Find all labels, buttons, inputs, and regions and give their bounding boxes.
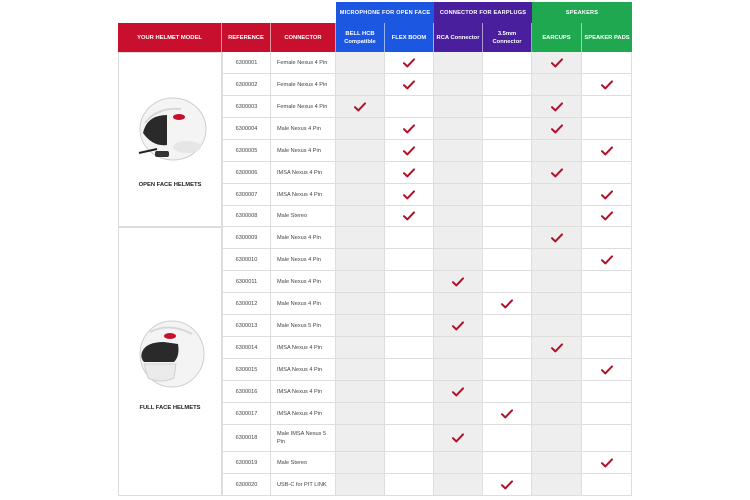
compat-cell-mm35 — [483, 271, 532, 293]
checkmark-icon — [551, 343, 563, 353]
reference-cell: 6300020 — [222, 474, 271, 496]
compat-cell-mm35 — [483, 96, 532, 118]
header-bell-hcb: BELL HCB Compatible — [336, 23, 385, 52]
connector-cell: Male Nexus 5 Pin — [271, 315, 336, 337]
compat-cell-speaker-pads — [582, 118, 632, 140]
checkmark-icon — [501, 409, 513, 419]
header-35mm: 3.5mm Connector — [483, 23, 532, 52]
checkmark-icon — [403, 80, 415, 90]
compat-cell-earcups — [532, 74, 582, 96]
compat-cell-bell-hcb — [336, 140, 385, 162]
checkmark-icon — [354, 102, 366, 112]
compat-cell-bell-hcb — [336, 249, 385, 271]
compat-cell-flex-boom — [385, 118, 434, 140]
compat-cell-mm35 — [483, 162, 532, 184]
compat-cell-rca — [434, 425, 483, 452]
compat-cell-flex-boom — [385, 227, 434, 249]
compat-cell-speaker-pads — [582, 271, 632, 293]
compat-cell-bell-hcb — [336, 184, 385, 206]
compat-cell-rca — [434, 452, 483, 474]
compat-cell-flex-boom — [385, 337, 434, 359]
checkmark-icon — [403, 58, 415, 68]
compat-cell-bell-hcb — [336, 359, 385, 381]
checkmark-icon — [452, 277, 464, 287]
compat-cell-flex-boom — [385, 206, 434, 227]
compat-cell-flex-boom — [385, 52, 434, 74]
connector-cell: Female Nexus 4 Pin — [271, 96, 336, 118]
checkmark-icon — [601, 211, 613, 221]
checkmark-icon — [601, 255, 613, 265]
compat-cell-rca — [434, 403, 483, 425]
reference-cell: 6300008 — [222, 206, 271, 227]
compat-cell-bell-hcb — [336, 52, 385, 74]
compat-cell-flex-boom — [385, 315, 434, 337]
compat-cell-bell-hcb — [336, 293, 385, 315]
compat-cell-rca — [434, 359, 483, 381]
compat-cell-earcups — [532, 425, 582, 452]
reference-cell: 6300011 — [222, 271, 271, 293]
compat-cell-earcups — [532, 271, 582, 293]
connector-cell: IMSA Nexus 4 Pin — [271, 359, 336, 381]
compat-cell-flex-boom — [385, 359, 434, 381]
compat-cell-speaker-pads — [582, 74, 632, 96]
compat-cell-mm35 — [483, 184, 532, 206]
reference-cell: 6300015 — [222, 359, 271, 381]
model-label-full-face: FULL FACE HELMETS — [139, 405, 201, 411]
checkmark-icon — [403, 190, 415, 200]
compat-cell-flex-boom — [385, 474, 434, 496]
compat-cell-speaker-pads — [582, 425, 632, 452]
compat-cell-rca — [434, 184, 483, 206]
compat-cell-mm35 — [483, 452, 532, 474]
checkmark-icon — [452, 387, 464, 397]
header-connector: CONNECTOR — [271, 23, 336, 52]
model-label-open-face: OPEN FACE HELMETS — [138, 182, 202, 188]
checkmark-icon — [403, 211, 415, 221]
connector-cell: IMSA Nexus 4 Pin — [271, 162, 336, 184]
compat-cell-flex-boom — [385, 403, 434, 425]
compat-cell-flex-boom — [385, 140, 434, 162]
checkmark-icon — [551, 124, 563, 134]
reference-cell: 6300002 — [222, 74, 271, 96]
compat-cell-speaker-pads — [582, 227, 632, 249]
checkmark-icon — [452, 321, 464, 331]
checkmark-icon — [403, 146, 415, 156]
checkmark-icon — [601, 458, 613, 468]
checkmark-icon — [501, 480, 513, 490]
compat-cell-bell-hcb — [336, 74, 385, 96]
compat-cell-rca — [434, 74, 483, 96]
full-face-helmet-icon — [130, 318, 210, 390]
compat-cell-rca — [434, 381, 483, 403]
compat-cell-bell-hcb — [336, 403, 385, 425]
compat-cell-earcups — [532, 52, 582, 74]
compat-cell-rca — [434, 337, 483, 359]
compat-cell-bell-hcb — [336, 162, 385, 184]
connector-cell: Male Stereo — [271, 452, 336, 474]
reference-cell: 6300017 — [222, 403, 271, 425]
checkmark-icon — [601, 146, 613, 156]
compat-cell-flex-boom — [385, 184, 434, 206]
compat-cell-rca — [434, 271, 483, 293]
checkmark-icon — [601, 190, 613, 200]
checkmark-icon — [551, 58, 563, 68]
compat-cell-earcups — [532, 227, 582, 249]
compat-cell-earcups — [532, 118, 582, 140]
reference-cell: 6300004 — [222, 118, 271, 140]
compat-cell-earcups — [532, 140, 582, 162]
connector-cell: Male Nexus 4 Pin — [271, 118, 336, 140]
compat-cell-mm35 — [483, 74, 532, 96]
compat-cell-speaker-pads — [582, 315, 632, 337]
compat-cell-speaker-pads — [582, 381, 632, 403]
compat-cell-flex-boom — [385, 96, 434, 118]
compat-cell-speaker-pads — [582, 206, 632, 227]
compat-cell-earcups — [532, 315, 582, 337]
compat-cell-rca — [434, 293, 483, 315]
compat-cell-flex-boom — [385, 293, 434, 315]
connector-cell: IMSA Nexus 4 Pin — [271, 184, 336, 206]
reference-cell: 6300010 — [222, 249, 271, 271]
compat-cell-flex-boom — [385, 249, 434, 271]
compat-cell-earcups — [532, 96, 582, 118]
checkmark-icon — [551, 168, 563, 178]
header-flex-boom: FLEX BOOM — [385, 23, 434, 52]
model-full-face — [118, 227, 222, 496]
compat-cell-rca — [434, 249, 483, 271]
compat-cell-rca — [434, 96, 483, 118]
compat-cell-flex-boom — [385, 452, 434, 474]
helmet-logo-badge — [173, 114, 185, 120]
reference-cell: 6300007 — [222, 184, 271, 206]
compat-cell-earcups — [532, 403, 582, 425]
open-face-helmet-icon — [127, 93, 213, 165]
compat-cell-bell-hcb — [336, 315, 385, 337]
compat-cell-bell-hcb — [336, 381, 385, 403]
connector-cell: IMSA Nexus 4 Pin — [271, 381, 336, 403]
compat-cell-speaker-pads — [582, 162, 632, 184]
header-speaker-pads: SPEAKER PADS — [582, 23, 632, 52]
compat-cell-flex-boom — [385, 271, 434, 293]
connector-cell: Female Nexus 4 Pin — [271, 74, 336, 96]
reference-cell: 6300018 — [222, 425, 271, 452]
compat-cell-mm35 — [483, 249, 532, 271]
group-speakers: SPEAKERS — [532, 2, 632, 23]
checkmark-icon — [551, 102, 563, 112]
compat-cell-mm35 — [483, 474, 532, 496]
reference-cell: 6300019 — [222, 452, 271, 474]
compat-cell-earcups — [532, 381, 582, 403]
checkmark-icon — [601, 80, 613, 90]
reference-cell: 6300005 — [222, 140, 271, 162]
compat-cell-mm35 — [483, 118, 532, 140]
connector-cell: Male Nexus 4 Pin — [271, 271, 336, 293]
compat-cell-speaker-pads — [582, 184, 632, 206]
compat-cell-mm35 — [483, 425, 532, 452]
compat-cell-mm35 — [483, 227, 532, 249]
compat-cell-earcups — [532, 359, 582, 381]
compat-cell-speaker-pads — [582, 52, 632, 74]
header-model: YOUR HELMET MODEL — [118, 23, 222, 52]
compat-cell-bell-hcb — [336, 118, 385, 140]
compat-cell-bell-hcb — [336, 425, 385, 452]
compat-cell-speaker-pads — [582, 140, 632, 162]
compat-cell-mm35 — [483, 337, 532, 359]
compat-cell-mm35 — [483, 52, 532, 74]
compat-cell-mm35 — [483, 359, 532, 381]
compat-cell-speaker-pads — [582, 474, 632, 496]
compat-cell-bell-hcb — [336, 271, 385, 293]
compat-cell-bell-hcb — [336, 227, 385, 249]
compat-cell-earcups — [532, 249, 582, 271]
connector-cell: Male Nexus 4 Pin — [271, 249, 336, 271]
header-rca: RCA Connector — [434, 23, 483, 52]
compat-cell-speaker-pads — [582, 452, 632, 474]
compat-cell-earcups — [532, 184, 582, 206]
compat-cell-mm35 — [483, 293, 532, 315]
compat-cell-speaker-pads — [582, 249, 632, 271]
connector-cell: Female Nexus 4 Pin — [271, 52, 336, 74]
compat-cell-bell-hcb — [336, 452, 385, 474]
connector-cell: Male Nexus 4 Pin — [271, 140, 336, 162]
compat-cell-mm35 — [483, 140, 532, 162]
compat-cell-earcups — [532, 206, 582, 227]
compat-cell-speaker-pads — [582, 403, 632, 425]
reference-cell: 6300006 — [222, 162, 271, 184]
compat-cell-mm35 — [483, 403, 532, 425]
compat-cell-earcups — [532, 293, 582, 315]
checkmark-icon — [452, 433, 464, 443]
reference-cell: 6300016 — [222, 381, 271, 403]
compat-cell-flex-boom — [385, 74, 434, 96]
checkmark-icon — [403, 168, 415, 178]
compat-cell-rca — [434, 162, 483, 184]
header-earcups: EARCUPS — [532, 23, 582, 52]
connector-cell: Male IMSA Nexus 5 Pin — [271, 425, 336, 452]
compat-cell-mm35 — [483, 206, 532, 227]
connector-cell: IMSA Nexus 4 Pin — [271, 337, 336, 359]
compat-cell-earcups — [532, 162, 582, 184]
compat-cell-rca — [434, 118, 483, 140]
compat-cell-rca — [434, 52, 483, 74]
compat-cell-speaker-pads — [582, 293, 632, 315]
compat-cell-bell-hcb — [336, 474, 385, 496]
model-open-face — [118, 52, 222, 227]
compat-cell-earcups — [532, 452, 582, 474]
reference-cell: 6300001 — [222, 52, 271, 74]
group-microphone: MICROPHONE FOR OPEN FACE — [336, 2, 434, 23]
checkmark-icon — [501, 299, 513, 309]
compat-cell-flex-boom — [385, 381, 434, 403]
compat-cell-rca — [434, 315, 483, 337]
reference-cell: 6300003 — [222, 96, 271, 118]
checkmark-icon — [551, 233, 563, 243]
compat-cell-bell-hcb — [336, 96, 385, 118]
connector-cell: Male Nexus 4 Pin — [271, 227, 336, 249]
compat-cell-earcups — [532, 474, 582, 496]
reference-cell: 6300013 — [222, 315, 271, 337]
group-connector: CONNECTOR FOR EARPLUGS — [434, 2, 532, 23]
checkmark-icon — [601, 365, 613, 375]
compat-cell-flex-boom — [385, 425, 434, 452]
compat-cell-rca — [434, 474, 483, 496]
header-reference: REFERENCE — [222, 23, 271, 52]
reference-cell: 6300009 — [222, 227, 271, 249]
connector-cell: Male Nexus 4 Pin — [271, 293, 336, 315]
compat-cell-bell-hcb — [336, 206, 385, 227]
compat-cell-rca — [434, 227, 483, 249]
compat-cell-speaker-pads — [582, 337, 632, 359]
connector-cell: USB-C for PIT LINK — [271, 474, 336, 496]
connector-cell: IMSA Nexus 4 Pin — [271, 403, 336, 425]
compat-cell-rca — [434, 140, 483, 162]
compat-cell-bell-hcb — [336, 337, 385, 359]
reference-cell: 6300014 — [222, 337, 271, 359]
checkmark-icon — [403, 124, 415, 134]
compat-cell-rca — [434, 206, 483, 227]
reference-cell: 6300012 — [222, 293, 271, 315]
compat-cell-mm35 — [483, 381, 532, 403]
connector-cell: Male Stereo — [271, 206, 336, 227]
compat-cell-speaker-pads — [582, 96, 632, 118]
compat-cell-mm35 — [483, 315, 532, 337]
compat-cell-speaker-pads — [582, 359, 632, 381]
compat-cell-earcups — [532, 337, 582, 359]
compat-cell-flex-boom — [385, 162, 434, 184]
